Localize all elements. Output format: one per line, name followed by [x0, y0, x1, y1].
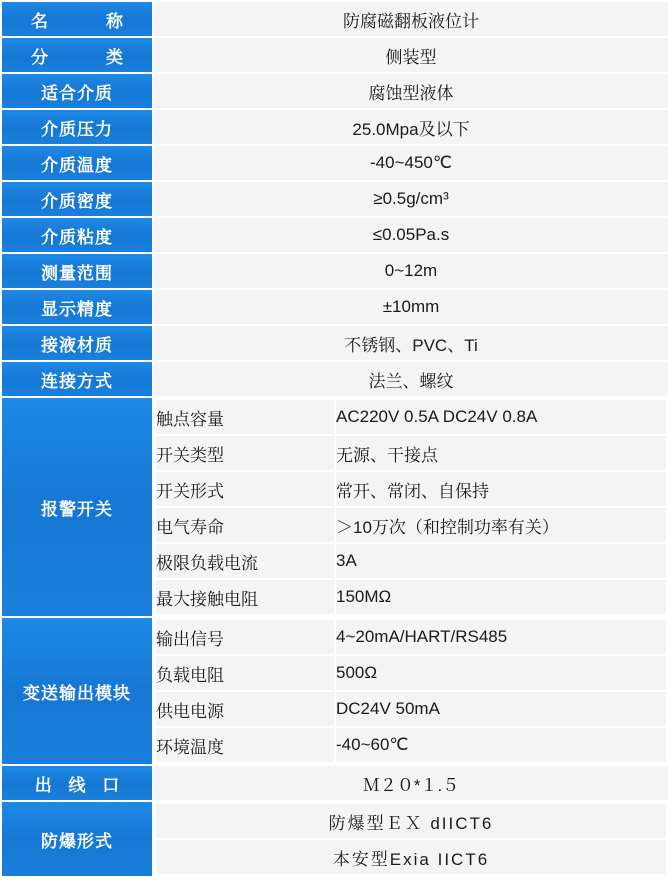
- row-label-category: 分 类: [1, 37, 153, 73]
- alarm-max-contact-resistance-value: 150MΩ: [335, 579, 667, 615]
- row-label-connection-type: 连接方式: [1, 361, 153, 397]
- alarm-max-contact-resistance-label: 最大接触电阻: [155, 579, 335, 615]
- transmitter-module-row: [1, 617, 668, 765]
- explosion-proof-table: [154, 802, 668, 876]
- table-row: [1, 361, 668, 397]
- ambient-temperature-value: -40~60℃: [335, 727, 667, 763]
- row-value-medium-viscosity: ≤0.05Pa.s: [153, 217, 668, 253]
- list-item: [155, 691, 667, 727]
- row-value-measuring-range: 0~12m: [153, 253, 668, 289]
- load-resistance-label: 负载电阻: [155, 655, 335, 691]
- output-signal-value: 4~20mA/HART/RS485: [335, 619, 667, 655]
- row-value-medium-density: ≥0.5g/cm³: [153, 181, 668, 217]
- alarm-switch-form-label: 开关形式: [155, 471, 335, 507]
- alarm-contact-capacity-value: AC220V 0.5A DC24V 0.8A: [335, 399, 667, 435]
- list-item: [155, 471, 667, 507]
- group-label-transmitter-module: 变送输出模块: [1, 617, 153, 765]
- list-item: [155, 543, 667, 579]
- list-item: [155, 399, 667, 435]
- explosion-proof-row: [1, 801, 668, 877]
- alarm-electrical-life-value: ＞10万次（和控制功率有关）: [335, 507, 667, 543]
- row-value-medium-pressure: 25.0Mpa及以下: [153, 109, 668, 145]
- table-row: [1, 765, 668, 801]
- table-row: [1, 73, 668, 109]
- group-label-explosion-proof: 防爆形式: [1, 801, 153, 877]
- row-value-connection-type: 法兰、螺纹: [153, 361, 668, 397]
- list-item: [155, 655, 667, 691]
- explosion-proof-type-2: 本安型Exia IICT6: [155, 839, 667, 875]
- list-item: [155, 435, 667, 471]
- table-row: [1, 217, 668, 253]
- row-label-medium-temperature: 介质温度: [1, 145, 153, 181]
- alarm-switch-type-label: 开关类型: [155, 435, 335, 471]
- table-row: [1, 289, 668, 325]
- alarm-switch-table: [154, 398, 668, 616]
- table-row: [1, 1, 668, 37]
- row-label-wetted-material: 接液材质: [1, 325, 153, 361]
- row-label-cable-outlet: 出 线 口: [1, 765, 153, 801]
- alarm-switch-row: [1, 397, 668, 617]
- load-resistance-value: 500Ω: [335, 655, 667, 691]
- power-supply-label: 供电电源: [155, 691, 335, 727]
- alarm-contact-capacity-label: 触点容量: [155, 399, 335, 435]
- row-value-suitable-medium: 腐蚀型液体: [153, 73, 668, 109]
- table-row: [1, 37, 668, 73]
- list-item: [155, 507, 667, 543]
- row-value-wetted-material: 不锈钢、PVC、Ti: [153, 325, 668, 361]
- table-row: [1, 145, 668, 181]
- table-row: [1, 181, 668, 217]
- power-supply-value: DC24V 50mA: [335, 691, 667, 727]
- list-item: [155, 579, 667, 615]
- ambient-temperature-label: 环境温度: [155, 727, 335, 763]
- explosion-proof-details: [153, 801, 668, 877]
- alarm-max-load-current-label: 极限负载电流: [155, 543, 335, 579]
- row-value-cable-outlet: Ｍ２０*１.５: [153, 765, 668, 801]
- alarm-switch-form-value: 常开、常闭、自保持: [335, 471, 667, 507]
- row-value-display-accuracy: ±10mm: [153, 289, 668, 325]
- row-label-medium-density: 介质密度: [1, 181, 153, 217]
- list-item: [155, 839, 667, 875]
- group-label-alarm-switch: 报警开关: [1, 397, 153, 617]
- row-label-measuring-range: 测量范围: [1, 253, 153, 289]
- row-label-name: 名 称: [1, 1, 153, 37]
- row-label-medium-viscosity: 介质粘度: [1, 217, 153, 253]
- row-label-suitable-medium: 适合介质: [1, 73, 153, 109]
- table-row: [1, 109, 668, 145]
- alarm-max-load-current-value: 3A: [335, 543, 667, 579]
- row-label-display-accuracy: 显示精度: [1, 289, 153, 325]
- table-row: [1, 253, 668, 289]
- alarm-switch-details: [153, 397, 668, 617]
- list-item: [155, 803, 667, 839]
- transmitter-module-details: [153, 617, 668, 765]
- transmitter-module-table: [154, 618, 668, 764]
- list-item: [155, 727, 667, 763]
- row-value-category: 侧装型: [153, 37, 668, 73]
- row-value-medium-temperature: -40~450℃: [153, 145, 668, 181]
- explosion-proof-type-1: 防爆型ＥＸ dIICT6: [155, 803, 667, 839]
- output-signal-label: 输出信号: [155, 619, 335, 655]
- row-value-name: 防腐磁翻板液位计: [153, 1, 668, 37]
- alarm-electrical-life-label: 电气寿命: [155, 507, 335, 543]
- alarm-switch-type-value: 无源、干接点: [335, 435, 667, 471]
- table-row: [1, 325, 668, 361]
- row-label-medium-pressure: 介质压力: [1, 109, 153, 145]
- list-item: [155, 619, 667, 655]
